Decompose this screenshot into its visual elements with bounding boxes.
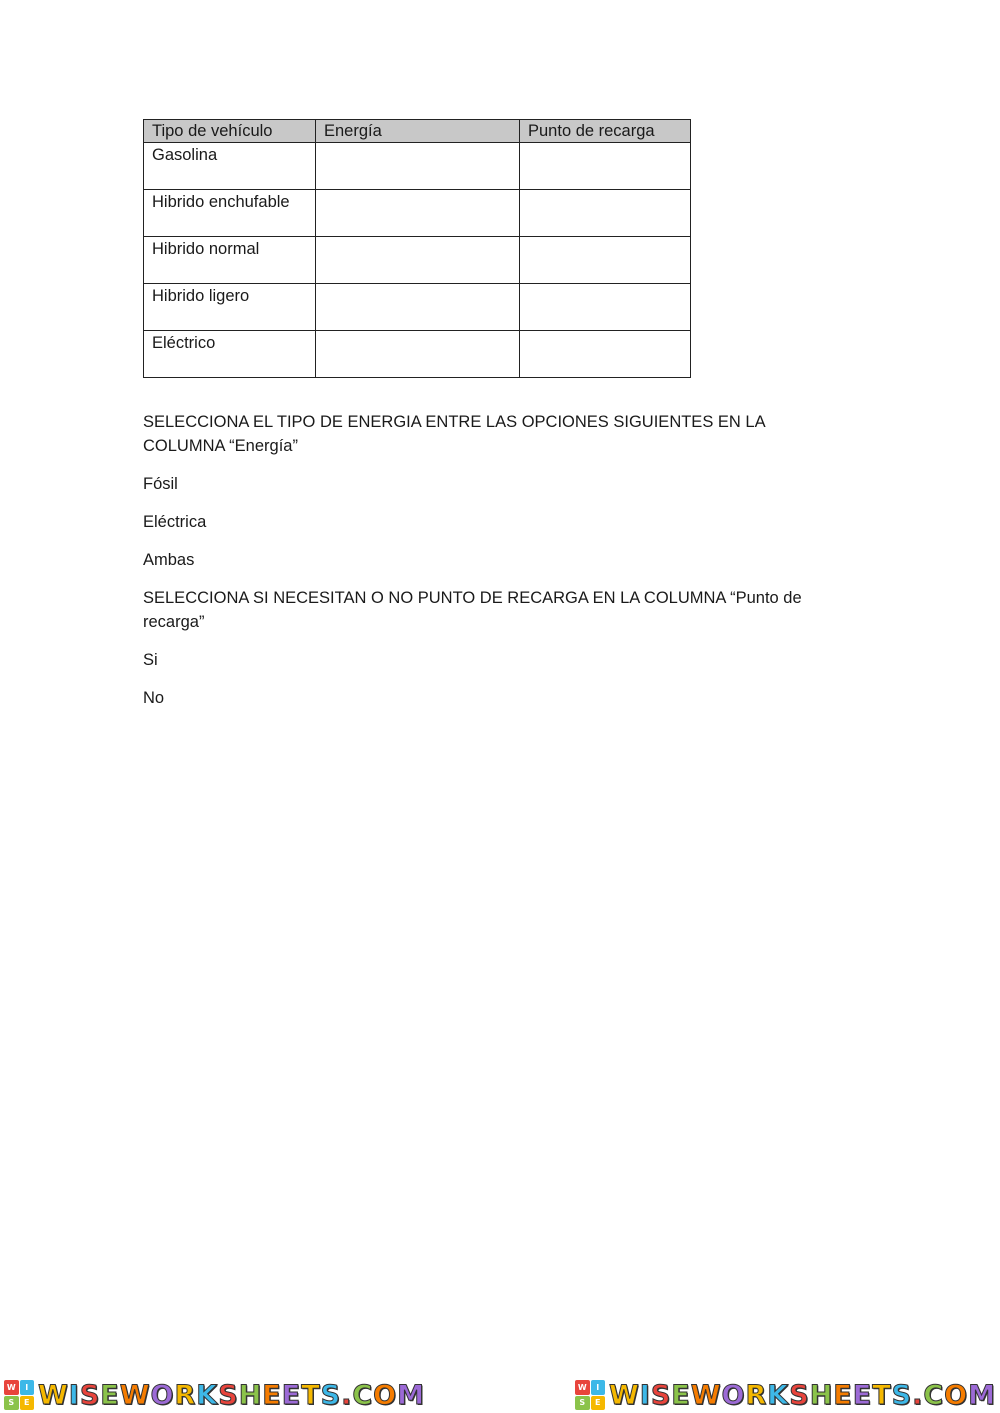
- table-row: [144, 237, 691, 284]
- table-row: [144, 143, 691, 190]
- brand-letter: E: [671, 1379, 691, 1411]
- brand-letter: H: [809, 1379, 834, 1411]
- cell-recarga-answer[interactable]: [520, 331, 691, 378]
- badge-letter: S: [4, 1396, 19, 1411]
- cell-tipo: Hibrido normal: [144, 237, 316, 284]
- brand-letter: O: [721, 1379, 746, 1411]
- brand-letter: S: [79, 1379, 101, 1411]
- recharge-option[interactable]: Si: [143, 651, 158, 669]
- brand-letter: S: [320, 1379, 342, 1411]
- badge-letter: I: [20, 1380, 35, 1395]
- brand-letter: E: [833, 1379, 853, 1411]
- cell-energia-answer[interactable]: [316, 284, 520, 331]
- brand-letter: E: [100, 1379, 120, 1411]
- badge-letter: E: [20, 1396, 35, 1411]
- brand-letter: E: [852, 1379, 873, 1411]
- brand-letter: W: [38, 1379, 69, 1411]
- vehicle-energy-table: [143, 119, 691, 378]
- brand-logo: [575, 1380, 996, 1411]
- table-row: [144, 331, 691, 378]
- energy-option[interactable]: Fósil: [143, 475, 178, 493]
- brand-letter: I: [68, 1379, 80, 1411]
- badge-letter: W: [4, 1380, 19, 1395]
- recharge-option[interactable]: No: [143, 689, 165, 707]
- brand-letter: O: [373, 1379, 398, 1411]
- header-punto-recarga: Punto de recarga: [520, 120, 691, 143]
- brand-letter: M: [397, 1379, 425, 1411]
- footer-banner: [0, 1377, 1000, 1413]
- badge-letter: I: [591, 1380, 606, 1395]
- header-tipo-vehiculo: Tipo de vehículo: [144, 120, 316, 143]
- brand-letter: S: [218, 1379, 239, 1411]
- recharge-prompt: SELECCIONA SI NECESITAN O NO PUNTO DE RECARGA EN LA COLUMNA “Punto de recarga”: [143, 589, 802, 631]
- brand-letter: T: [301, 1379, 321, 1411]
- badge-letter: S: [575, 1396, 590, 1411]
- header-energia: Energía: [316, 120, 520, 143]
- brand-badge-icon: [4, 1380, 34, 1410]
- brand-letter: M: [968, 1379, 996, 1411]
- brand-letter: S: [650, 1379, 672, 1411]
- brand-wordmark: [609, 1380, 996, 1411]
- brand-logo: [4, 1380, 425, 1411]
- energy-option[interactable]: Eléctrica: [143, 513, 207, 531]
- brand-letter: E: [281, 1379, 302, 1411]
- brand-letter: O: [150, 1379, 175, 1411]
- brand-letter: C: [923, 1379, 945, 1411]
- cell-tipo: Hibrido enchufable: [144, 190, 316, 237]
- brand-letter: W: [609, 1379, 640, 1411]
- brand-letter: K: [196, 1379, 219, 1411]
- brand-letter: H: [238, 1379, 263, 1411]
- brand-letter: .: [341, 1379, 353, 1411]
- energy-prompt: SELECCIONA EL TIPO DE ENERGIA ENTRE LAS OPCIONES SIGUIENTES EN LA COLUMNA “Energía”: [143, 413, 765, 455]
- cell-energia-answer[interactable]: [316, 237, 520, 284]
- brand-letter: .: [912, 1379, 924, 1411]
- brand-letter: I: [639, 1379, 651, 1411]
- brand-letter: K: [767, 1379, 790, 1411]
- table-row: [144, 284, 691, 331]
- brand-letter: S: [891, 1379, 913, 1411]
- cell-energia-answer[interactable]: [316, 331, 520, 378]
- cell-recarga-answer[interactable]: [520, 190, 691, 237]
- cell-energia-answer[interactable]: [316, 143, 520, 190]
- badge-letter: E: [591, 1396, 606, 1411]
- cell-recarga-answer[interactable]: [520, 284, 691, 331]
- cell-tipo: Hibrido ligero: [144, 284, 316, 331]
- brand-wordmark: [38, 1380, 425, 1411]
- table-header-row: [144, 120, 691, 143]
- cell-energia-answer[interactable]: [316, 190, 520, 237]
- brand-letter: R: [745, 1379, 768, 1411]
- brand-badge-icon: [575, 1380, 605, 1410]
- brand-letter: C: [352, 1379, 374, 1411]
- brand-letter: R: [174, 1379, 197, 1411]
- cell-tipo: Eléctrico: [144, 331, 316, 378]
- brand-letter: E: [262, 1379, 282, 1411]
- cell-tipo: Gasolina: [144, 143, 316, 190]
- brand-letter: O: [944, 1379, 969, 1411]
- brand-letter: T: [872, 1379, 892, 1411]
- badge-letter: W: [575, 1380, 590, 1395]
- energy-option[interactable]: Ambas: [143, 551, 195, 569]
- brand-letter: S: [789, 1379, 810, 1411]
- instructions-block: [143, 410, 843, 724]
- brand-letter: W: [119, 1379, 151, 1411]
- cell-recarga-answer[interactable]: [520, 237, 691, 284]
- table-row: [144, 190, 691, 237]
- brand-letter: W: [690, 1379, 722, 1411]
- cell-recarga-answer[interactable]: [520, 143, 691, 190]
